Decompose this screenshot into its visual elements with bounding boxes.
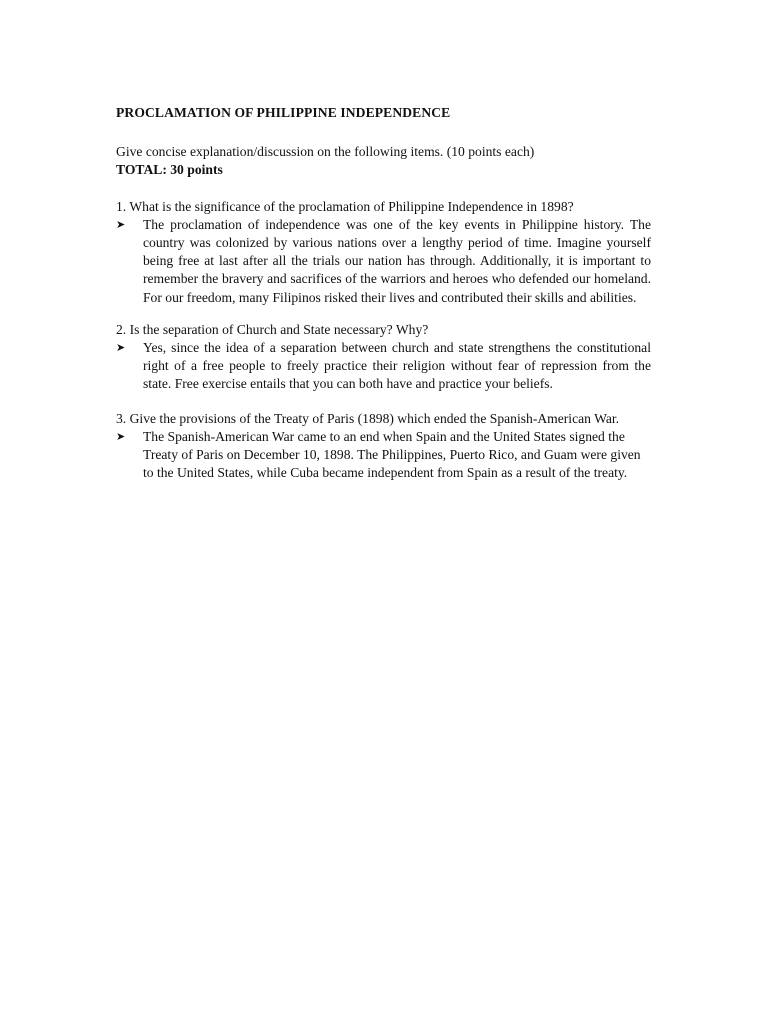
- answer-2: [116, 339, 651, 394]
- item-2: [116, 321, 651, 394]
- arrow-bullet-icon: ➤: [116, 217, 126, 231]
- item-3: [116, 410, 651, 483]
- total-points: TOTAL: 30 points: [116, 162, 223, 178]
- question-3: 3. Give the provisions of the Treaty of Paris (1898) which ended the Spanish-American War.: [116, 410, 620, 426]
- item-1: [116, 198, 651, 307]
- answer-3-text: The Spanish-American War came to an end when Spain and the United States signed the Treaty of Paris on December 10, 1898. The Philippines, Puerto Rico, and Guam were given to the United States, while Cuba became independent from Spain as a result of the treaty.: [143, 428, 641, 481]
- answer-1: [116, 216, 651, 307]
- document-title: PROCLAMATION OF PHILIPPINE INDEPENDENCE: [116, 105, 451, 120]
- arrow-bullet-icon: ➤: [116, 341, 126, 355]
- document-page: [116, 104, 651, 482]
- question-1: 1. What is the significance of the proclamation of Philippine Independence in 1898?: [116, 198, 574, 214]
- question-2: 2. Is the separation of Church and State necessary? Why?: [116, 321, 429, 337]
- instructions-text: Give concise explanation/discussion on the following items. (10 points each): [116, 144, 535, 160]
- answer-2-text: Yes, since the idea of a separation between church and state strengthens the constitutional right of a free people to freely practice their religion without fear of repression from the state. Free exercise entails that you can both have and practice your beliefs.: [143, 340, 651, 392]
- arrow-bullet-icon: ➤: [116, 429, 126, 443]
- answer-3: [116, 428, 651, 483]
- answer-1-text: The proclamation of independence was one of the key events in Philippine history. The country was colonized by various nations over a lengthy period of time. Imagine yourself being free at last after all the trials our nation has through. Additionally, it is important to remember the bravery and sacrifices of the warriors and heroes who defended our homeland. For our freedom, many Filipinos risked their lives and contributed their skills and abilities.: [143, 216, 651, 305]
